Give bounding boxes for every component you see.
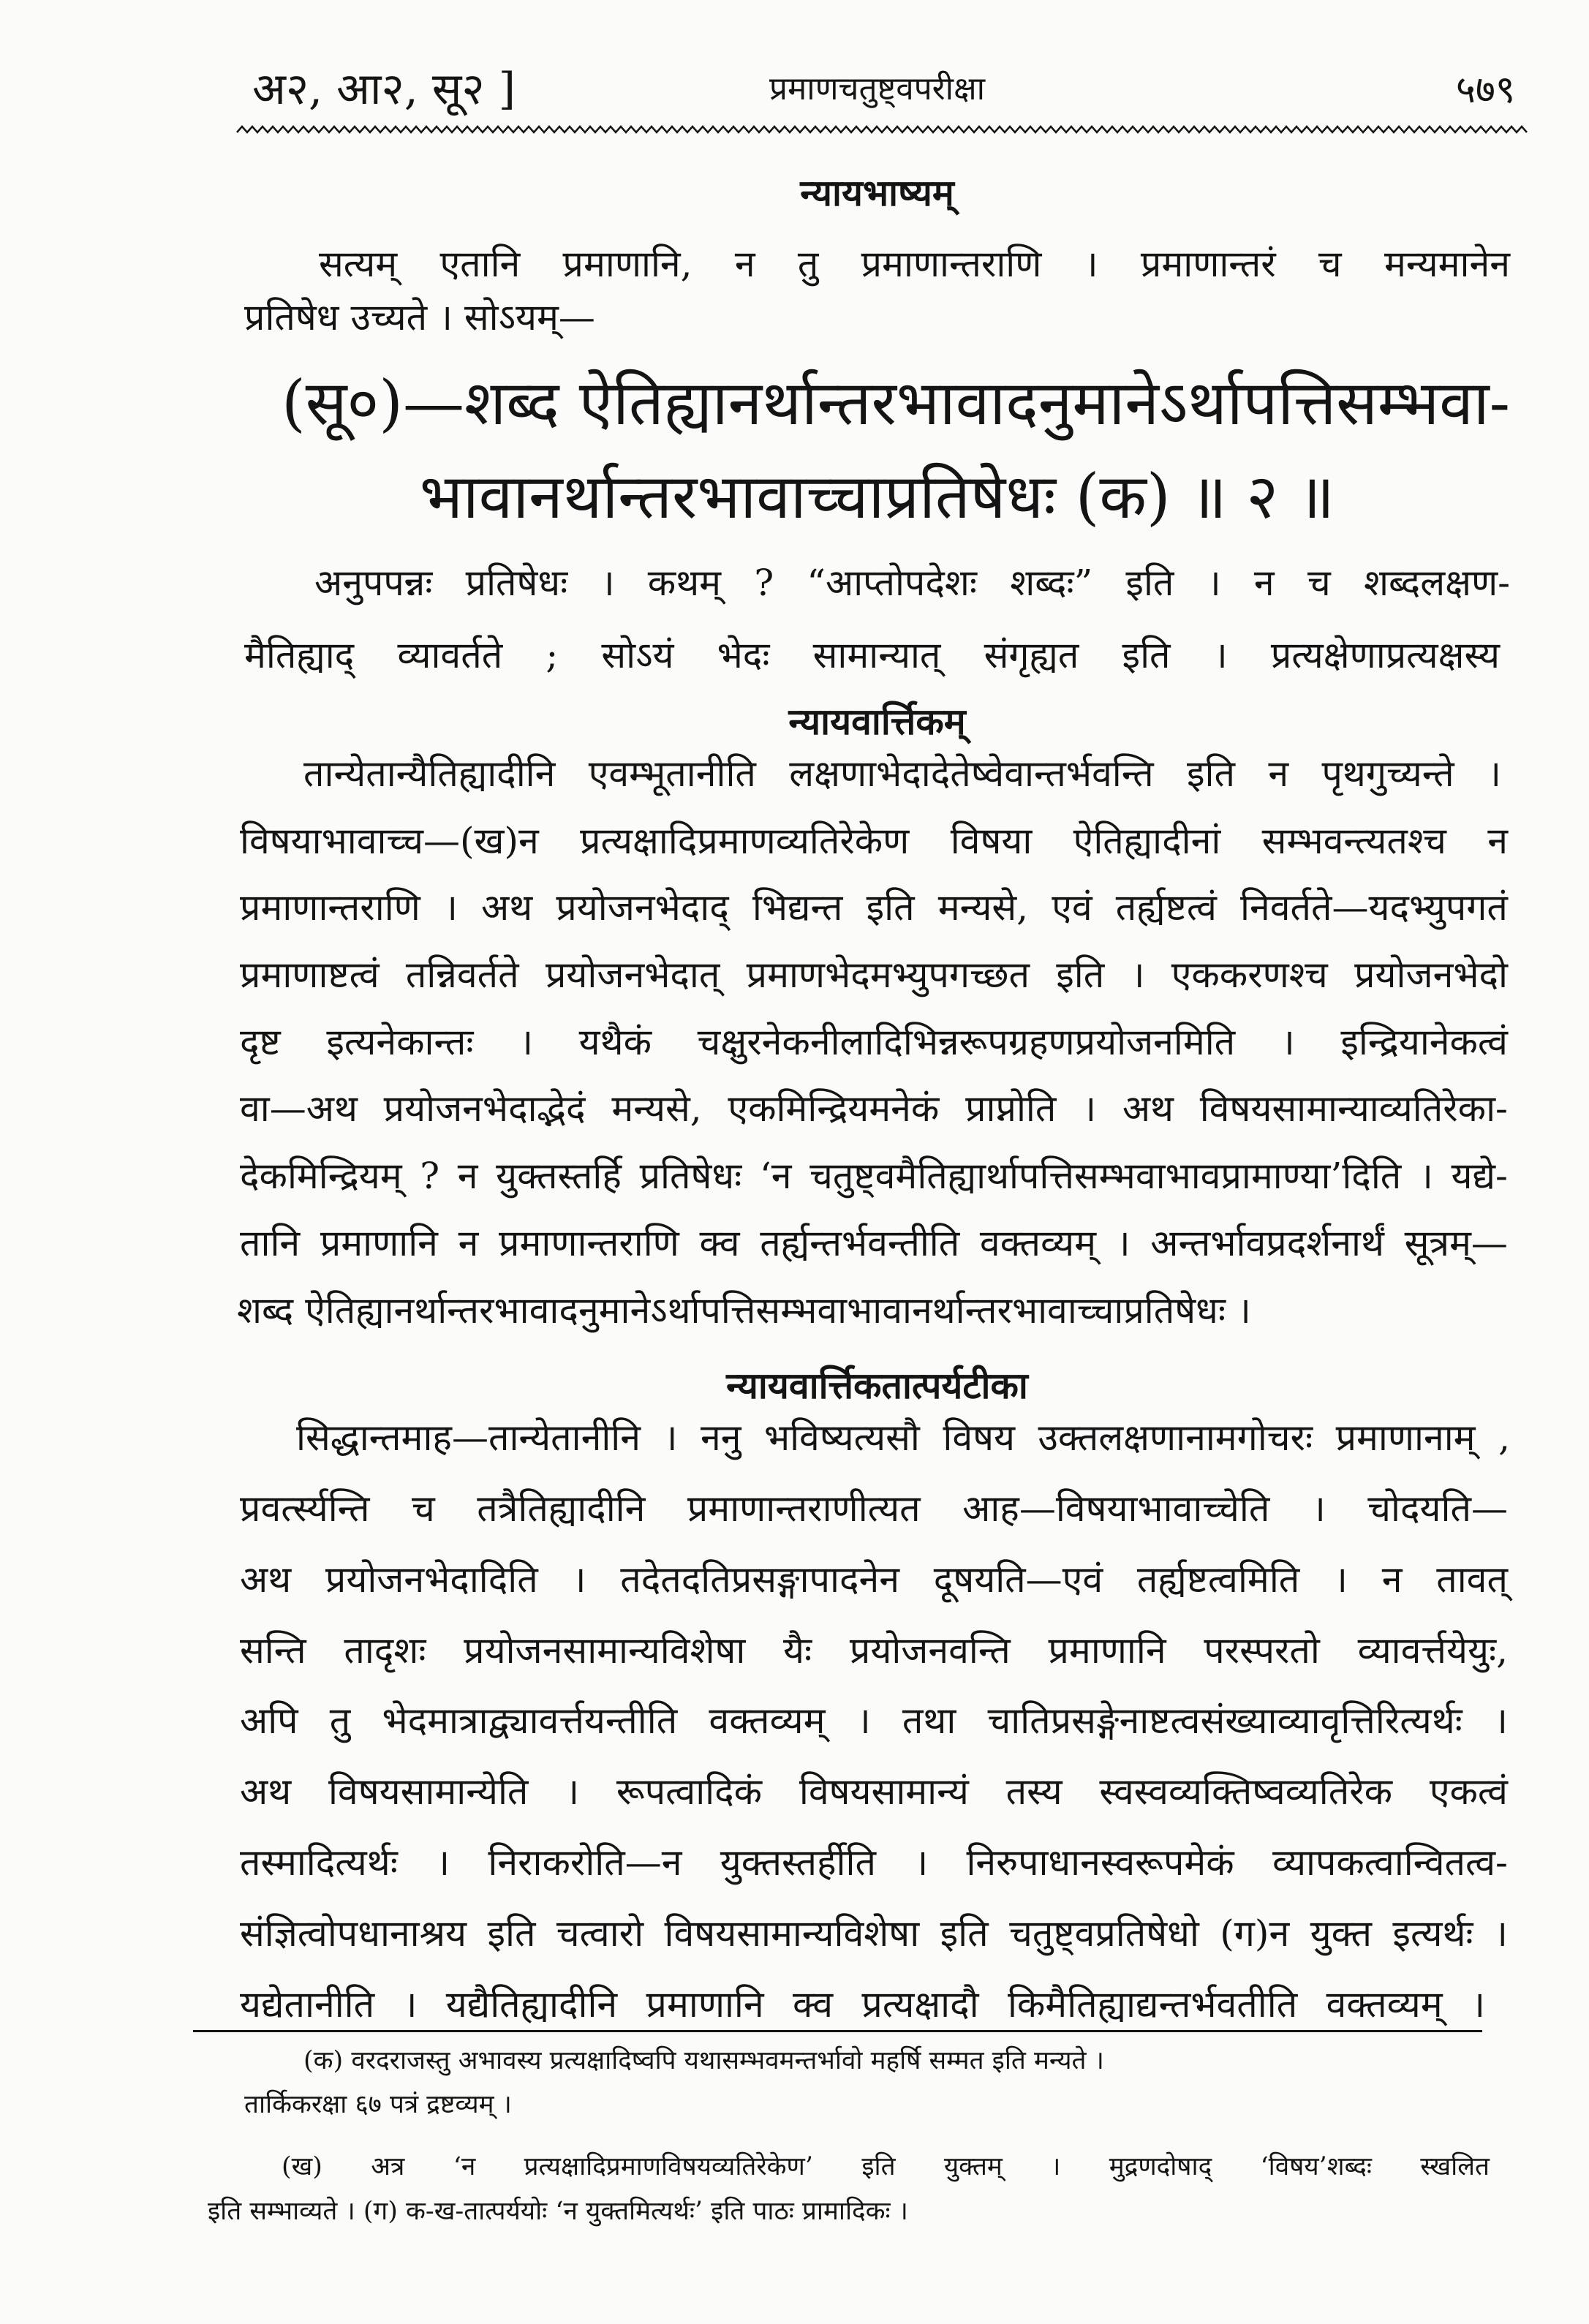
footnote-line xyxy=(303,2045,1510,2076)
line-text: वा—अथ प्रयोजनभेदाद्भेदं मन्यसे, एकमिन्द्रियमनेकं प्राप्नोति । अथ विषयसामान्याव्यतिरेका- xyxy=(240,1087,1508,1130)
text-line xyxy=(240,1699,1508,1743)
text-line xyxy=(240,1221,1508,1265)
line-text: अथ प्रयोजनभेदादिति । तदेतदतिप्रसङ्गापादनेन दूषयति—एवं तर्ह्यष्टत्वमिति । न तावत् xyxy=(240,1558,1508,1601)
line-text: दृष्ट इत्यनेकान्तः । यथैकं चक्षुरनेकनीलादिभिन्नरूपग्रहणप्रयोजनमिति । इन्द्रियानेकत्वं xyxy=(240,1021,1508,1063)
text-line xyxy=(240,886,1508,929)
text-line xyxy=(296,1416,1510,1460)
section-reference-text: अ२, आ२, सू२ ] xyxy=(252,64,516,115)
page-number xyxy=(1296,67,1515,113)
sutra-text: (सू०)—शब्द ऐतिह्यानर्थान्तरभावादनुमानेऽर्थापत्तिसम्भवा- xyxy=(282,367,1510,439)
page-number-text: ५७९ xyxy=(1455,68,1515,112)
line-text: सन्ति तादृशः प्रयोजनसामान्यविशेषा यैः प्रयोजनवन्ति प्रमाणानि परस्परतो व्यावर्त्तयेयुः, xyxy=(240,1629,1508,1672)
line-text: देकमिन्द्रियम् ? न युक्तस्तर्हि प्रतिषेधः ‘न चतुष्ट्वमैतिह्यार्थापत्तिसम्भवाभावप्रामाण्या’दिति । यद्ये- xyxy=(240,1155,1508,1197)
wavy-rule-line xyxy=(237,127,1527,132)
text-line xyxy=(240,1558,1508,1601)
line-text: शब्द ऐतिह्यानर्थान्तरभावादनुमानेऽर्थापत्तिसम्भवाभावानर्थान्तरभावाच्चाप्रतिषेधः । xyxy=(237,1289,1251,1332)
section-heading xyxy=(244,1364,1510,1408)
section-heading xyxy=(244,700,1510,744)
text-line xyxy=(240,819,1508,863)
footnote-line xyxy=(208,2196,1510,2227)
text-line xyxy=(240,1154,1508,1198)
text-line xyxy=(240,1912,1508,1955)
text-line xyxy=(244,295,1510,339)
footnote-line xyxy=(282,2151,1490,2182)
line-text: प्रमाणाष्टत्वं तन्निवर्तते प्रयोजनभेदात् प्रमाणभेदमभ्युपगच्छत इति । एककरणश्च प्रयोजनभेदो xyxy=(240,954,1508,996)
line-text: प्रतिषेध उच्यते । सोऽयम्— xyxy=(244,296,595,339)
text-line xyxy=(240,1087,1508,1131)
sutra-line xyxy=(244,460,1510,534)
wavy-header-rule xyxy=(237,123,1527,137)
sutra-quote-line xyxy=(237,1289,1510,1332)
line-text: मैतिह्याद् व्यावर्तते ; सोऽयं भेदः सामान्यात् संगृह्यत इति । प्रत्यक्षेणाप्रत्यक्षस्य xyxy=(244,634,1500,676)
heading-text: न्यायभाष्यम् xyxy=(800,171,954,214)
line-text: प्रवर्त्स्यन्ति च तत्रैतिह्यादीनि प्रमाणान्तराणीत्यत आह—विषयाभावाच्चेति । चोदयति— xyxy=(240,1487,1508,1530)
footnote-text: (ख) अत्र ‘न प्रत्यक्षादिप्रमाणविषयव्यतिरेकेण’ इति युक्तम् । मुद्रणदोषाद् ‘विषय’शब्दः स्खलित xyxy=(282,2152,1490,2181)
line-text: अथ विषयसामान्येति । रूपत्वादिकं विषयसामान्यं तस्य स्वस्वव्यक्तिष्वव्यतिरेक एकत्वं xyxy=(240,1770,1508,1813)
text-line xyxy=(319,242,1510,286)
text-line xyxy=(240,1770,1508,1814)
line-text: संज्ञित्वोपधानाश्रय इति चत्वारो विषयसामान्यविशेषा इति चतुष्ट्वप्रतिषेधो (ग)न युक्त इत्यर्थः । xyxy=(240,1912,1508,1955)
text-line xyxy=(314,561,1510,605)
text-line xyxy=(240,1841,1508,1885)
line-text: सत्यम् एतानि प्रमाणानि, न तु प्रमाणान्तराणि । प्रमाणान्तरं च मन्यमानेन xyxy=(319,243,1510,285)
text-line xyxy=(240,953,1508,997)
line-text: विषयाभावाच्च—(ख)न प्रत्यक्षादिप्रमाणव्यतिरेकेण विषया ऐतिह्यादीनां सम्भवन्त्यतश्च न xyxy=(240,820,1508,862)
text-line xyxy=(244,633,1500,677)
text-line xyxy=(303,752,1501,796)
heading-text: न्यायवार्त्तिकतात्पर्यटीका xyxy=(726,1364,1028,1407)
heading-text: न्यायवार्त्तिकम् xyxy=(788,700,966,743)
line-text: तानि प्रमाणानि न प्रमाणान्तराणि क्व तर्ह्यन्तर्भवन्तीति वक्तव्यम् । अन्तर्भावप्रदर्शनार्थं सूत्रम्— xyxy=(240,1222,1508,1264)
footnote-line xyxy=(244,2089,1510,2120)
line-text: यद्येतानीति । यद्यैतिह्यादीनि प्रमाणानि क्व प्रत्यक्षादौ किमैतिह्याद्यन्तर्भवतीति वक्तव्यम् । xyxy=(240,1983,1485,2026)
footnote-text: (क) वरदराजस्तु अभावस्य प्रत्यक्षादिष्वपि यथासम्भवमन्तर्भावो महर्षि सम्मत इति मन्यते । xyxy=(303,2046,1104,2075)
line-text: प्रमाणान्तराणि । अथ प्रयोजनभेदाद् भिद्यन्त इति मन्यसे, एवं तर्ह्यष्टत्वं निवर्तते—यदभ्युपगतं xyxy=(240,886,1508,929)
section-heading xyxy=(244,171,1510,215)
text-line xyxy=(240,1982,1485,2026)
text-line xyxy=(240,1629,1508,1672)
text-line xyxy=(240,1020,1508,1064)
text-line xyxy=(240,1487,1508,1531)
footnote-rule xyxy=(193,2030,1482,2032)
sutra-line xyxy=(282,366,1510,440)
line-text: तस्मादित्यर्थः । निराकरोति—न युक्तस्तर्हीति । निरुपाधानस्वरूपमेकं व्यापकत्वान्वितत्व- xyxy=(240,1841,1508,1884)
footnote-text: तार्किकरक्षा ६७ पत्रं द्रष्टव्यम् । xyxy=(244,2090,512,2119)
running-title-text: प्रमाणचतुष्ट्वपरीक्षा xyxy=(769,70,986,107)
line-text: सिद्धान्तमाह—तान्येतानीनि । ननु भविष्यत्यसौ विषय उक्तलक्षणानामगोचरः प्रमाणानाम् , xyxy=(296,1416,1510,1459)
line-text: अनुपपन्नः प्रतिषेधः । कथम् ? “आप्तोपदेशः शब्दः” इति । न च शब्दलक्षण- xyxy=(314,562,1510,604)
line-text: तान्येतान्यैतिह्यादीनि एवम्भूतानीति लक्षणाभेदादेतेष्वेवान्तर्भवन्ति इति न पृथगुच्यन्ते । xyxy=(303,752,1501,795)
line-text: अपि तु भेदमात्राद्व्यावर्त्तयन्तीति वक्तव्यम् । तथा चातिप्रसङ्गेनाष्टत्वसंख्याव्यावृत्तिरित्यर्थः । xyxy=(240,1699,1508,1742)
sutra-text: भावानर्थान्तरभावाच्चाप्रतिषेधः (क) ॥ २ ॥ xyxy=(419,461,1335,532)
footnote-text: इति सम्भाव्यते । (ग) क-ख-तात्पर्ययोः ‘न युक्तमित्यर्थः’ इति पाठः प्रामादिकः । xyxy=(208,2197,908,2226)
